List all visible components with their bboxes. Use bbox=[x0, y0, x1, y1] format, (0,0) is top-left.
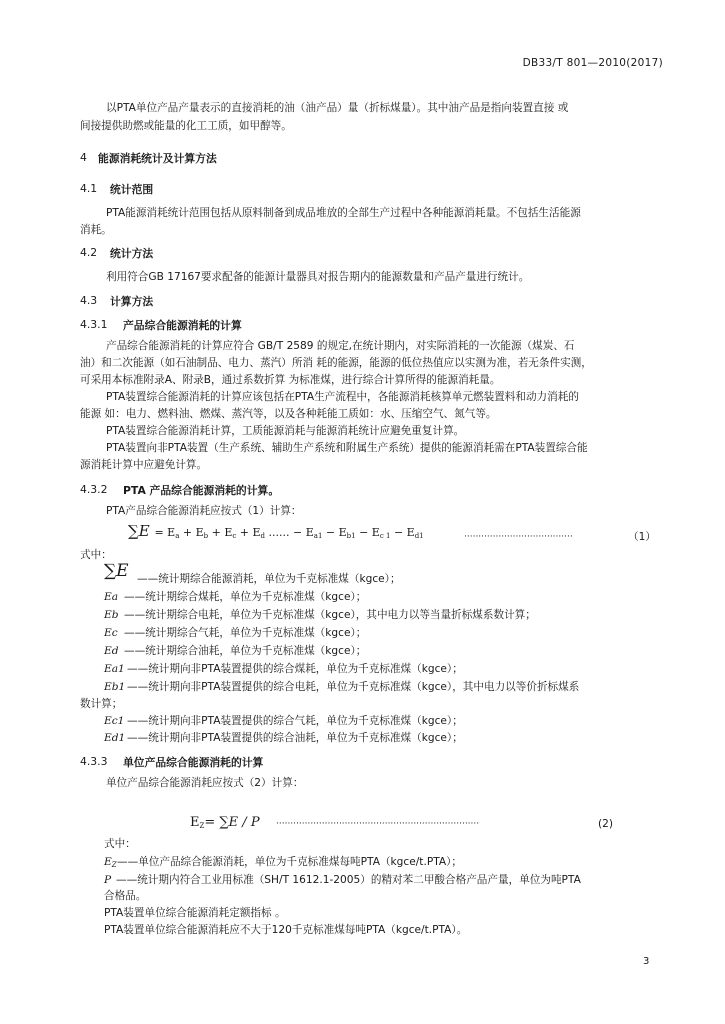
section-4-3-1-para-7: PTA装置向非PTA装置（生产系统、辅助生产系统和附属生产系统）提供的能源消耗需在PTA装置综合能 bbox=[106, 442, 588, 454]
section-4-3-2-title: PTA 产品综合能源消耗的计算。 bbox=[123, 484, 280, 497]
def-ea-text: ——统计期综合煤耗，单位为千克标准煤（kgce）； bbox=[124, 591, 367, 603]
def-ed1-symbol: Ed1 bbox=[104, 732, 126, 744]
def-ea-symbol: Ea bbox=[104, 591, 119, 603]
def-ed-symbol: Ed bbox=[104, 645, 119, 657]
formula-2-leader: ······································································· bbox=[276, 819, 480, 829]
section-4-3-3-title: 单位产品综合能源消耗的计算 bbox=[123, 756, 264, 769]
def-p-symbol: P bbox=[104, 874, 112, 886]
section-4-1-number: 4.1 bbox=[80, 182, 98, 195]
section-4-3-1-para-1: 产品综合能源消耗的计算应符合 GB/T 2589 的规定,在统计期内，对实际消耗的一次能源（煤炭、石 bbox=[106, 340, 575, 352]
def-p-text: ——统计期内符合工业用标准（SH/T 1612.1-2005）的精对苯二甲酸合格产品产量，单位为吨PTA bbox=[116, 874, 581, 886]
section-4-3-number: 4.3 bbox=[80, 294, 98, 307]
def-ez-text: ——单位产品综合能源消耗，单位为千克标准煤每吨PTA（kgce/t.PTA）； bbox=[117, 856, 462, 868]
formula-1-lhs: ∑E bbox=[128, 522, 150, 540]
section-4-3-1-title: 产品综合能源消耗的计算 bbox=[123, 319, 242, 332]
def-sum-e-text: ——统计期综合能源消耗，单位为千克标准煤（kgce）； bbox=[137, 573, 401, 585]
section-4-title: 能源消耗统计及计算方法 bbox=[98, 152, 217, 165]
def-ec-text: ——统计期综合气耗，单位为千克标准煤（kgce）； bbox=[124, 627, 367, 639]
page-number: 3 bbox=[643, 956, 650, 967]
section-4-3-1-para-2: 油）和二次能源（如石油制品、电力、蒸汽）所消 耗的能源，能源的低位热值应以实测为准，若无条件实测， bbox=[80, 357, 592, 369]
section-4-3-3-number: 4.3.3 bbox=[80, 755, 108, 768]
section-4-3-1-para-3: 可采用本标准附录A、附录B，通过系数折算 为标准煤，进行综合计算所得的能源消耗量。 bbox=[80, 374, 501, 386]
def-eb-text: ——统计期综合电耗，单位为千克标准煤（kgce），其中电力以等当量折标煤系数计算； bbox=[124, 609, 536, 621]
section-4-1-line-1: PTA能源消耗统计范围包括从原料制备到成品堆放的全部生产过程中各种能源消耗量。不包括生活能源 bbox=[106, 207, 581, 219]
note-1: PTA装置单位综合能源消耗定额指标 。 bbox=[104, 907, 286, 919]
section-4-3-title: 计算方法 bbox=[110, 295, 154, 308]
section-4-2-number: 4.2 bbox=[80, 246, 98, 259]
def-eb1-continued: 数计算； bbox=[80, 698, 123, 710]
formula-1: $\sum E = E_a + E_b + E_c + E_d$ ...... − $E_{a1} - E_{b1} - E_{c 1} - E_{d1}$ bbox=[128, 522, 424, 540]
def-ec1-text: ——统计期向非PTA装置提供的综合气耗，单位为千克标准煤（kgce）； bbox=[127, 715, 463, 727]
section-4-3-1-para-6: PTA装置综合能源消耗计算，工质能源消耗与能源消耗统计应避免重复计算。 bbox=[106, 425, 465, 437]
formula-2-number: (2) bbox=[598, 818, 614, 830]
def-ec1-symbol: Ec1 bbox=[104, 715, 125, 727]
formula-2: $E_Z= \sum E / P$ bbox=[190, 815, 260, 830]
formula-1-where: 式中： bbox=[80, 549, 112, 561]
section-4-number: 4 bbox=[80, 151, 87, 164]
def-eb-symbol: Eb bbox=[104, 609, 119, 621]
formula-2-lhs: E bbox=[190, 815, 200, 830]
formula-2-where: 式中： bbox=[104, 838, 136, 850]
def-ea1-symbol: Ea1 bbox=[104, 663, 125, 675]
formula-2-rhs: = ∑E / P bbox=[204, 815, 260, 830]
formula-1-leader: ······································ bbox=[464, 532, 573, 542]
def-ec-symbol: Ec bbox=[104, 627, 118, 639]
formula-1-intro: PTA产品综合能源消耗应按式（1）计算： bbox=[106, 505, 302, 517]
def-ea1-text: ——统计期向非PTA装置提供的综合煤耗，单位为千克标准煤（kgce）； bbox=[127, 663, 463, 675]
section-4-3-1-number: 4.3.1 bbox=[80, 318, 108, 331]
formula-1-number: （1） bbox=[628, 531, 656, 543]
formula-2-intro: 单位产品综合能源消耗应按式（2）计算： bbox=[106, 777, 304, 789]
note-2: PTA装置单位综合能源消耗应不大于120千克标准煤每吨PTA（kgce/t.PTA）。 bbox=[104, 924, 468, 936]
intro-line-2: 间接提供助燃或能量的化工工质，如甲醇等。 bbox=[80, 120, 292, 132]
def-p-continued: 合格品。 bbox=[104, 890, 147, 902]
def-eb1-text: ——统计期向非PTA装置提供的综合电耗，单位为千克标准煤（kgce），其中电力以等价折标煤系 bbox=[127, 681, 580, 693]
section-4-2-line-1: 利用符合GB 17167要求配备的能源计量器具对报告期内的能源数量和产品产量进行统计。 bbox=[106, 271, 530, 283]
def-sum-e-symbol: ∑E bbox=[104, 561, 129, 581]
section-4-2-title: 统计方法 bbox=[110, 247, 154, 260]
section-4-1-title: 统计范围 bbox=[110, 183, 154, 196]
document-code: DB33/T 801—2010(2017) bbox=[522, 57, 663, 69]
section-4-3-1-para-4: PTA装置综合能源消耗的计算应该包括在PTA生产流程中，各能源消耗核算单元燃装置料和动力消耗的 bbox=[106, 391, 579, 403]
section-4-3-1-para-5: 能源 如：电力、燃料油、燃煤、蒸汽等，以及各种耗能工质如：水、压缩空气、氮气等。 bbox=[80, 408, 497, 420]
def-eb1-symbol: Eb1 bbox=[104, 681, 126, 693]
def-ed1-text: ——统计期向非PTA装置提供的综合油耗，单位为千克标准煤（kgce）； bbox=[127, 732, 463, 744]
section-4-1-line-2: 消耗。 bbox=[80, 224, 112, 236]
intro-line-1: 以PTA单位产品产量表示的直接消耗的油（油产品）量（折标煤量）。其中油产品是指向装置直接 或 bbox=[106, 102, 569, 114]
section-4-3-2-number: 4.3.2 bbox=[80, 483, 108, 496]
def-ed-text: ——统计期综合油耗，单位为千克标准煤（kgce）； bbox=[124, 645, 367, 657]
section-4-3-1-para-8: 源消耗计算中应避免计算。 bbox=[80, 459, 208, 471]
def-ez-symbol: $E_Z$ bbox=[104, 856, 117, 869]
